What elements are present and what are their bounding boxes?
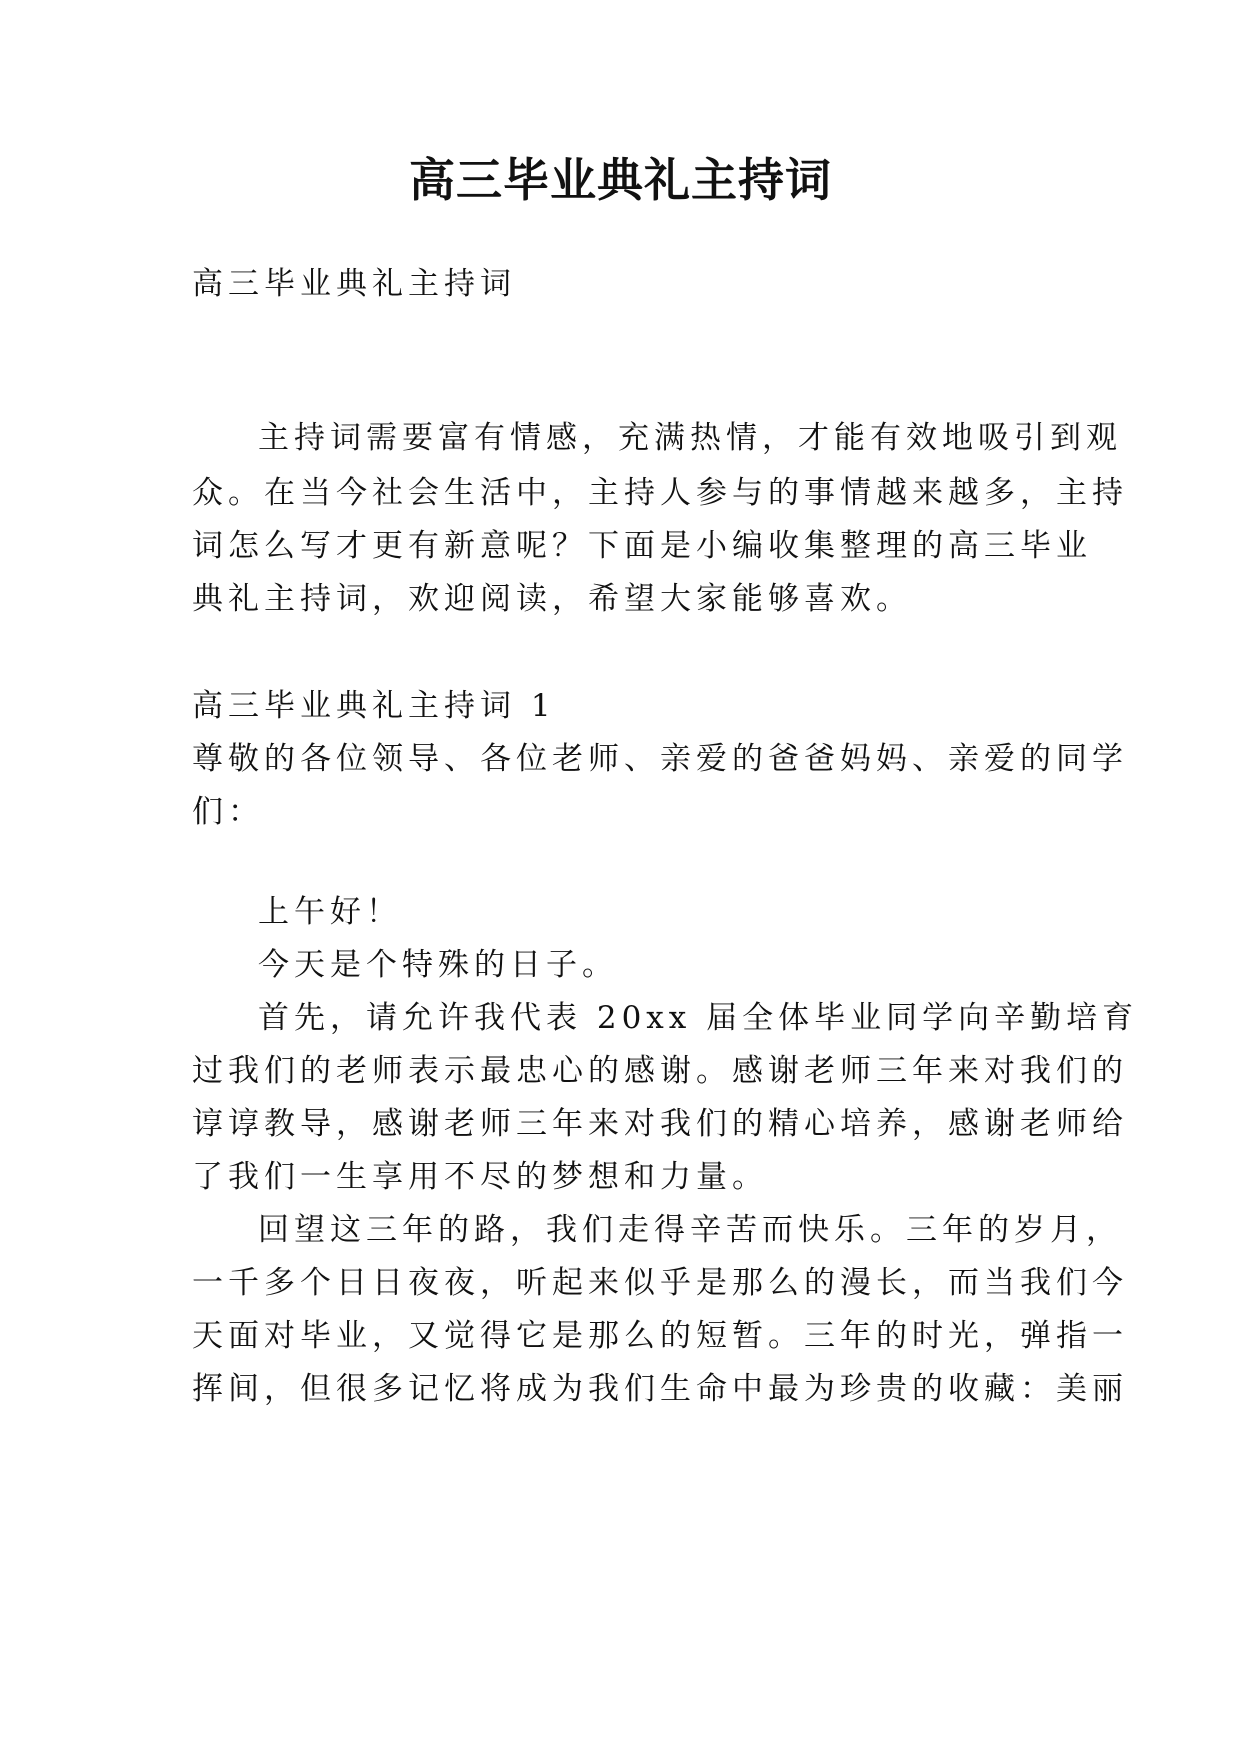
document-subtitle: 高三毕业典礼主持词 <box>192 266 516 302</box>
intro-line: 众。在当今社会生活中，主持人参与的事情越来越多，主持 <box>192 475 1128 511</box>
special-day-line: 今天是个特殊的日子。 <box>258 947 618 983</box>
thanks-line: 过我们的老师表示最忠心的感谢。感谢老师三年来对我们的 <box>192 1053 1128 1089</box>
intro-line: 典礼主持词，欢迎阅读，希望大家能够喜欢。 <box>192 581 912 617</box>
salutation-line: 尊敬的各位领导、各位老师、亲爱的爸爸妈妈、亲爱的同学 <box>192 741 1128 777</box>
thanks-line: 谆谆教导，感谢老师三年来对我们的精心培养，感谢老师给 <box>192 1106 1128 1142</box>
thanks-line: 了我们一生享用不尽的梦想和力量。 <box>192 1159 768 1195</box>
review-line: 天面对毕业，又觉得它是那么的短暂。三年的时光，弹指一 <box>192 1318 1128 1354</box>
thanks-line: 首先，请允许我代表 20xx 届全体毕业同学向辛勤培育 <box>258 1000 1139 1036</box>
document-title: 高三毕业典礼主持词 <box>409 153 832 207</box>
greeting-line: 上午好！ <box>258 894 402 930</box>
intro-line: 主持词需要富有情感，充满热情，才能有效地吸引到观 <box>258 420 1122 456</box>
salutation-line: 们： <box>192 794 264 830</box>
review-line: 挥间，但很多记忆将成为我们生命中最为珍贵的收藏：美丽 <box>192 1371 1128 1407</box>
review-line: 一千多个日日夜夜，听起来似乎是那么的漫长，而当我们今 <box>192 1265 1128 1301</box>
review-line: 回望这三年的路，我们走得辛苦而快乐。三年的岁月， <box>258 1212 1122 1248</box>
intro-line: 词怎么写才更有新意呢？下面是小编收集整理的高三毕业 <box>192 528 1092 564</box>
section-heading: 高三毕业典礼主持词 1 <box>192 688 556 724</box>
